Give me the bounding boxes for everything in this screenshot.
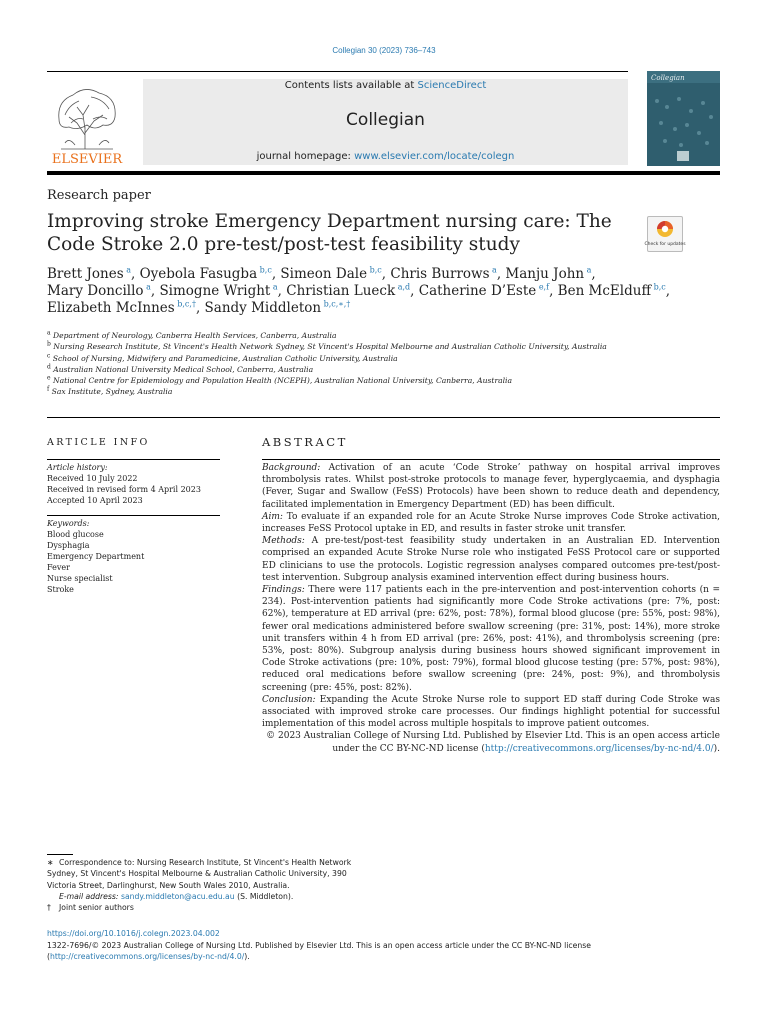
elsevier-logo [47, 79, 127, 167]
author-affiliation-mark[interactable]: a [489, 265, 497, 275]
author-affiliation-mark[interactable]: a [584, 265, 592, 275]
keyword: Nurse specialist [47, 574, 113, 583]
doi-link[interactable]: https://doi.org/10.1016/j.colegn.2023.04.002 [47, 929, 220, 938]
affiliation-key: c [47, 352, 51, 360]
journal-name: Collegian [346, 110, 425, 130]
check-for-updates-badge[interactable] [644, 216, 686, 252]
homepage-line [143, 151, 628, 162]
affiliation-f [47, 386, 727, 397]
journal-cover[interactable] [647, 71, 720, 166]
author-name[interactable]: Elizabeth McInnes [47, 300, 175, 316]
author-name[interactable]: Catherine D’Este [418, 283, 537, 299]
affiliation-d [47, 364, 727, 375]
abstract-aim: Aim: To evaluate if an expanded role for an Acute Stroke Nurse improves Code Stroke activation, increases FeSS Protocol uptake in ED, and results in faster stroke unit transfer. [262, 511, 720, 535]
abstract-copyright: © 2023 Australian College of Nursing Ltd. Published by Elsevier Ltd. This is an open access article under the CC BY-NC-ND license (http://creativecommons.org/licenses/by-nc-nd/4.0/). [266, 731, 720, 754]
issn-license-link[interactable]: http://creativecommons.org/licenses/by-nc-nd/4.0/ [50, 952, 245, 962]
affiliation-c [47, 353, 727, 364]
affiliation-list [47, 330, 727, 398]
history-revised: Received in revised form 4 April 2023 [47, 485, 201, 494]
footnote-rule [47, 854, 73, 855]
affiliation-b [47, 341, 727, 352]
author-name[interactable]: Christian Lueck [286, 283, 396, 299]
keyword: Fever [47, 563, 70, 572]
abstract-findings: Findings: There were 117 patients each in the pre-intervention and post-intervention cohorts (n = 234). Post-intervention patients had significantly more Code Stroke activations (pre: 7%, post: 62%), temperature at ED arrival (pre: 62%, post: 78%), formal blood glucose (pre: 55%, post: 98%), fewer oral medications administered before swallow screening (pre: 31%, post: 14%), more stroke unit transfers within 4 h from ED arrival (pre: 26%, post: 41%), and thrombolysis screening (pre: 53%, post: 80%). Subgroup analysis during business hours showed significant improvement in Code Stroke activations (pre: 10%, post: 79%), formal blood glucose testing (pre: 57%, post: 98%), reduced oral medications before swallow screening (pre: 24%, post: 9%), and thrombolysis screening (pre: 45%, post: 82%). [262, 585, 720, 693]
keywords-rule [47, 515, 220, 516]
contents-line [143, 80, 628, 91]
abstract-methods: Methods: A pre-test/post-test feasibility study undertaken in an Australian ED. Intervention comprised an expanded Acute Stroke Nurse role who instigated FeSS Protocol care or supported ED clinicians to use the protocols. Logistic regression analyses compared outcomes pre-test/post-test intervention. Subgroup analysis examined intervention effect during business hours. [262, 536, 720, 583]
affiliation-text: Department of Neurology, Canberra Health Services, Canberra, Australia [50, 331, 337, 340]
sciencedirect-link[interactable]: ScienceDirect [417, 80, 487, 91]
author-affiliation-mark[interactable]: b,c,∗,† [321, 299, 351, 309]
affiliation-key: b [47, 340, 51, 348]
abstract-body [262, 462, 720, 755]
author-name[interactable]: Chris Burrows [390, 266, 490, 282]
author-affiliation-mark[interactable]: b,c [651, 282, 666, 292]
cover-title: Collegian [651, 74, 685, 82]
affiliation-text: National Centre for Epidemiology and Population Health (NCEPH), Australian National University, Canberra, Australia [50, 376, 513, 386]
author-name[interactable]: Ben McElduff [557, 283, 652, 299]
abstract-conclusion: Conclusion: Expanding the Acute Stroke Nurse role to support ED staff during Code Stroke was associated with improved stroke care processes. Our findings highlight potential for successful implementation of this model across multiple hospitals to improve patient outcomes. [262, 694, 720, 730]
journal-reference[interactable]: Collegian 30 (2023) 736–743 [332, 46, 436, 55]
history-received: Received 10 July 2022 [47, 474, 138, 483]
author-affiliation-mark[interactable]: a [123, 265, 131, 275]
affiliation-text: Australian National University Medical School, Canberra, Australia [50, 364, 314, 374]
header-top-rule [47, 71, 628, 72]
author-name[interactable]: Oyebola Fasugba [139, 266, 258, 282]
footnotes [47, 857, 377, 913]
homepage-link[interactable]: www.elsevier.com/locate/colegn [354, 151, 515, 162]
homepage-prefix: journal homepage: [256, 151, 355, 162]
article-info-heading: ARTICLE INFO [47, 437, 150, 448]
author-name[interactable]: Simeon Dale [280, 266, 368, 282]
keywords-label: Keywords: [47, 519, 90, 528]
article-history [47, 462, 227, 506]
abstract-heading: ABSTRACT [262, 435, 348, 449]
author-affiliation-mark[interactable]: a,d [395, 282, 411, 292]
issn-line: 1322-7696/© 2023 Australian College of Nursing Ltd. Published by Elsevier Ltd. This is an open access article under the CC BY-NC-ND license (http://creativecommons.org/licenses/by-nc-nd/4.0/). [47, 941, 591, 962]
affiliation-key: d [47, 363, 51, 371]
author-affiliation-mark[interactable]: b,c [367, 265, 382, 275]
keyword: Stroke [47, 585, 74, 594]
history-accepted: Accepted 10 April 2023 [47, 496, 143, 505]
keyword: Dysphagia [47, 541, 90, 550]
keyword: Emergency Department [47, 552, 145, 561]
affiliation-text: Sax Institute, Sydney, Australia [49, 387, 173, 397]
author-affiliation-mark[interactable]: b,c [257, 265, 272, 275]
author-name[interactable]: Sandy Middleton [204, 300, 322, 316]
author-name[interactable]: Manju John [505, 266, 585, 282]
author-name[interactable]: Brett Jones [47, 266, 124, 282]
article-type: Research paper [47, 188, 151, 203]
header-bottom-rule [47, 171, 720, 175]
author-list: Brett Jones $^a$, Oyebola Fasugba $^{b,c}$, Simeon Dale $^{b,c}$, Chris Burrows $^a$, Manju John $^a$, Mary Doncillo $^a$, Simogne Wright $^a$, Christian Lueck $^{a,d}$, Catherine D’Este $^{e,f}$, Ben McElduff $^{b,c}$, Elizabeth McInnes $^{b,c,\dagger}$, Sandy Middleton $^{b,c,∗,\dagger}$ [47, 265, 671, 316]
affiliation-text: School of Nursing, Midwifery and Paramedicine, Australian Catholic University, Australia [50, 353, 398, 363]
keywords-block [47, 518, 227, 595]
affiliation-key: f [47, 385, 50, 393]
affiliation-text: Nursing Research Institute, St Vincent's Health Network Sydney, St Vincent's Hospital Melbourne and Australian Catholic University, Australia [50, 342, 607, 352]
article-title: Improving stroke Emergency Department nursing care: The Code Stroke 2.0 pre-test/post-test feasibility study [47, 211, 612, 255]
history-label: Article history: [47, 463, 108, 472]
email-note: E-mail address: sandy.middleton@acu.edu.au (S. Middleton). [59, 891, 294, 901]
contents-prefix: Contents lists available at [284, 80, 418, 91]
author-affiliation-mark[interactable]: e,f [536, 282, 550, 292]
keyword: Blood glucose [47, 530, 104, 539]
section-rule [47, 417, 720, 418]
email-link[interactable]: sandy.middleton@acu.edu.au [120, 891, 235, 901]
license-link[interactable]: http://creativecommons.org/licenses/by-nc-nd/4.0/ [484, 743, 714, 754]
author-name[interactable]: Simogne Wright [159, 283, 271, 299]
check-updates-label: Check for updates [644, 242, 686, 247]
author-affiliation-mark[interactable]: a [270, 282, 278, 292]
author-affiliation-mark[interactable]: a [143, 282, 151, 292]
affiliation-a [47, 330, 727, 341]
correspondence-note: ∗ Correspondence to: Nursing Research Institute, St Vincent's Health Network Sydney, St Vincent's Hospital Melbourne & Australian Catholic University, 390 Victoria Street, Darlinghurst, New South Wales 2010, Australia. [47, 858, 352, 890]
joint-author-note: † Joint senior authors [47, 903, 134, 913]
author-affiliation-mark[interactable]: b,c,† [174, 299, 196, 309]
author-name[interactable]: Mary Doncillo [47, 283, 144, 299]
affiliation-key: a [47, 329, 51, 337]
article-info-rule [47, 459, 220, 460]
abstract-background: Background: Activation of an acute ‘Code Stroke’ pathway on hospital arrival improves thrombolysis rates. Whilst post-stroke protocols to manage fever, hyperglycaemia, and dysphagia (Fever, Sugar and Swallow (FeSS) Protocols) have been shown to reduce death and dependency, facilitated implementation in Emergency Department (ED) has been difficult. [262, 463, 720, 510]
affiliation-key: e [47, 374, 51, 382]
elsevier-wordmark: ELSEVIER [51, 152, 123, 167]
check-updates-icon [644, 217, 686, 251]
abstract-rule [262, 459, 720, 460]
affiliation-e [47, 375, 727, 386]
